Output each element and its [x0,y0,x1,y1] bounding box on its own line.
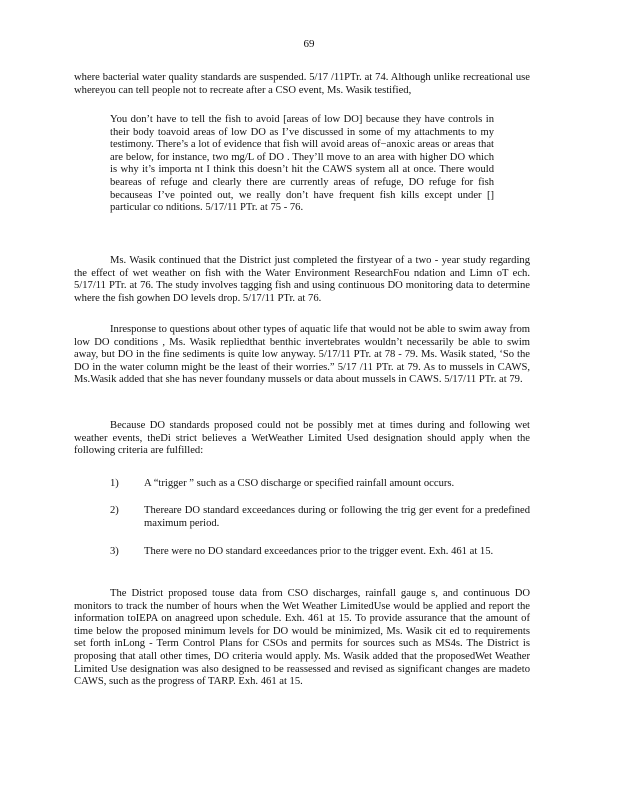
criteria-number: 2) [110,505,119,516]
paragraph-study [74,255,530,305]
page-number: 69 [303,38,315,50]
criteria-text: A “trigger ” such as a CSO discharge or specified rainfall amount occurs. [144,478,455,489]
paragraph-because-text: Because DO standards proposed could not be possibly met at times during and following wet weather events, theDi strict believes a WetWeather Limited Used designation should apply when the following criteria are fulfilled: [74,420,530,457]
paragraph-response-text: Inresponse to questions about other types of aquatic life that would not be able to swim away from low DO conditions , Ms. Wasik repliedthat benthic invertebrates wouldn’t necessarily be able to swim away, but DO in the fine sediments is quite low anyway. 5/17/11 PTr. at 78 - 79. Ms. Wasik stated, ‘So the DO in the water column might be the least of their worries.” 5/17 /11 PTr. at 79. As to mussels in CAWS, Ms.Wasik added that she has never foundany mussels or data about mussels in CAWS. 5/17/11 PTr. at 79. [74,324,530,386]
paragraph-study-text: Ms. Wasik continued that the District just completed the firstyear of a two - year study regarding the effect of wet weather on fish with the Water Environment ResearchFou ndation and Limn oT ech. 5/17/11 PTr. at 76. The study involves tagging fish and using continuous DO monitoring data to determine where the fish gowhen DO levels drop. 5/17/11 PTr. at 76. [74,255,530,304]
paragraph-intro: where bacterial water quality standards are suspended. 5/17 /11PTr. at 74. Although unlike recreational use whereyou can tell people not to recreate after a CSO event, Ms. Wasik testified, [74,72,530,96]
paragraph-proposed-text: The District proposed touse data from CSO discharges, rainfall gauge s, and continuous DO monitors to track the number of hours when the Wet Weather LimitedUse would be applied and report the information toIEPA on anagreed upon schedule. Exh. 461 at 15. To provide assurance that the amount of time below the proposed minimum levels for DO would be minimized, Ms. Wasik cit ed to requirements set forth inLong - Term Control Plans for CSOs and permits for sources such as MS4s. The District is proposing that atall other times, DO criteria would apply. Ms. Wasik added that the proposedWet Weather Limited Use designation was also designed to be reassessed and revised as significant changes are madeto CAWS, such as the progress of TARP. Exh. 461 at 15. [74,588,530,688]
paragraph-response [74,324,530,387]
paragraph-proposed [74,588,530,689]
criteria-text: There were no DO standard exceedances prior to the trigger event. Exh. 461 at 15. [144,546,494,557]
criteria-number: 3) [110,546,119,557]
paragraph-because [74,420,530,458]
block-quote: You don’t have to tell the fish to avoid [areas of low DO] because they have controls in their body toavoid areas of low DO as I’ve discussed in some of my attachments to my testimony. There’s a lot of evidence that fish will avoid areas of−anoxic areas or areas that are below, for instance, two mg/L of DO . They’ll move to an area with higher DO which is why it’s importa nt I think this doesn’t hit the CAWS system all at once. There would beareas of refuge and clearly there are currently areas of refuge, DO refuge for fish becauseas I’ve pointed out, we really don’t have frequent fish kills except under [] particular co nditions. 5/17/11 PTr. at 75 - 76. [110,114,494,214]
criteria-text: Thereare DO standard exceedances during or following the trig ger event for a predefined maximum period. [144,505,530,529]
criteria-number: 1) [110,478,119,489]
